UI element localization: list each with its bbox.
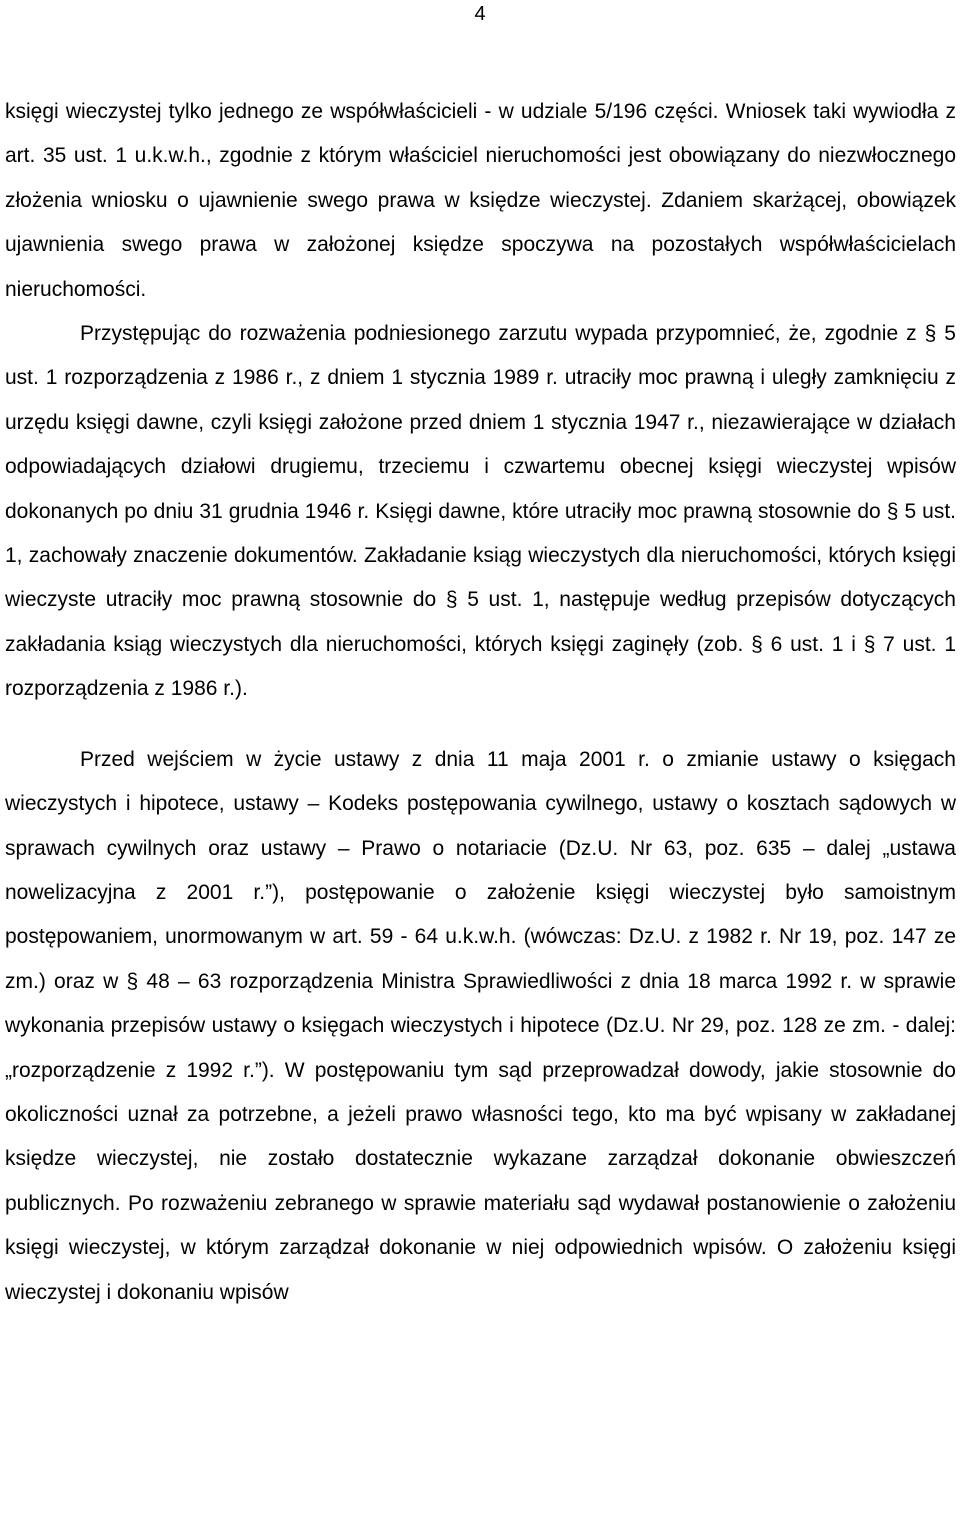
document-body bbox=[5, 90, 956, 1315]
paragraph: Przed wejściem w życie ustawy z dnia 11 maja 2001 r. o zmianie ustawy o księgach wieczystych i hipotece, ustawy – Kodeks postępowania cywilnego, ustawy o kosztach sądowych w sprawach cywilnych oraz ustawy – Prawo o notariacie (Dz.U. Nr 63, poz. 635 – dalej „ustawa nowelizacyjna z 2001 r.”), postępowanie o założenie księgi wieczystej było samoistnym postępowaniem, unormowanym w art. 59 - 64 u.k.w.h. (wówczas: Dz.U. z 1982 r. Nr 19, poz. 147 ze zm.) oraz w § 48 – 63 rozporządzenia Ministra Sprawiedliwości z dnia 18 marca 1992 r. w sprawie wykonania przepisów ustawy o księgach wieczystych i hipotece (Dz.U. Nr 29, poz. 128 ze zm. - dalej: „rozporządzenie z 1992 r.”). W postępowaniu tym sąd przeprowadzał dowody, jakie stosownie do okoliczności uznał za potrzebne, a jeżeli prawo własności tego, kto ma być wpisany w zakładanej księdze wieczystej, nie zostało dostatecznie wykazane zarządzał dokonanie obwieszczeń publicznych. Po rozważeniu zebranego w sprawie materiału sąd wydawał postanowienie o założeniu księgi wieczystej, w którym zarządzał dokonanie w niej odpowiednich wpisów. O założeniu księgi wieczystej i dokonaniu wpisów bbox=[5, 747, 956, 1304]
paragraph: księgi wieczystej tylko jednego ze współwłaścicieli - w udziale 5/196 części. Wniosek taki wywiodła z art. 35 ust. 1 u.k.w.h., zgodnie z którym właściciel nieruchomości jest obowiązany do niezwłocznego złożenia wniosku o ujawnienie swego prawa w księdze wieczystej. Zdaniem skarżącej, obowiązek ujawnienia swego prawa w założonej księdze spoczywa na pozostałych współwłaścicielach nieruchomości. bbox=[5, 100, 956, 301]
page-number: 4 bbox=[474, 3, 486, 25]
paragraph: Przystępując do rozważenia podniesionego zarzutu wypada przypomnieć, że, zgodnie z § 5 ust. 1 rozporządzenia z 1986 r., z dniem 1 stycznia 1989 r. utraciły moc prawną i uległy zamknięciu z urzędu księgi dawne, czyli księgi założone przed dniem 1 stycznia 1947 r., niezawierające w działach odpowiadających działowi drugiemu, trzeciemu i czwartemu obecnej księgi wieczystej wpisów dokonanych po dniu 31 grudnia 1946 r. Księgi dawne, które utraciły moc prawną stosownie do § 5 ust. 1, zachowały znaczenie dokumentów. Zakładanie ksiąg wieczystych dla nieruchomości, których księgi wieczyste utraciły moc prawną stosownie do § 5 ust. 1, następuje według przepisów dotyczących zakładania ksiąg wieczystych dla nieruchomości, których księgi zaginęły (zob. § 6 ust. 1 i § 7 ust. 1 rozporządzenia z 1986 r.). bbox=[5, 322, 956, 701]
